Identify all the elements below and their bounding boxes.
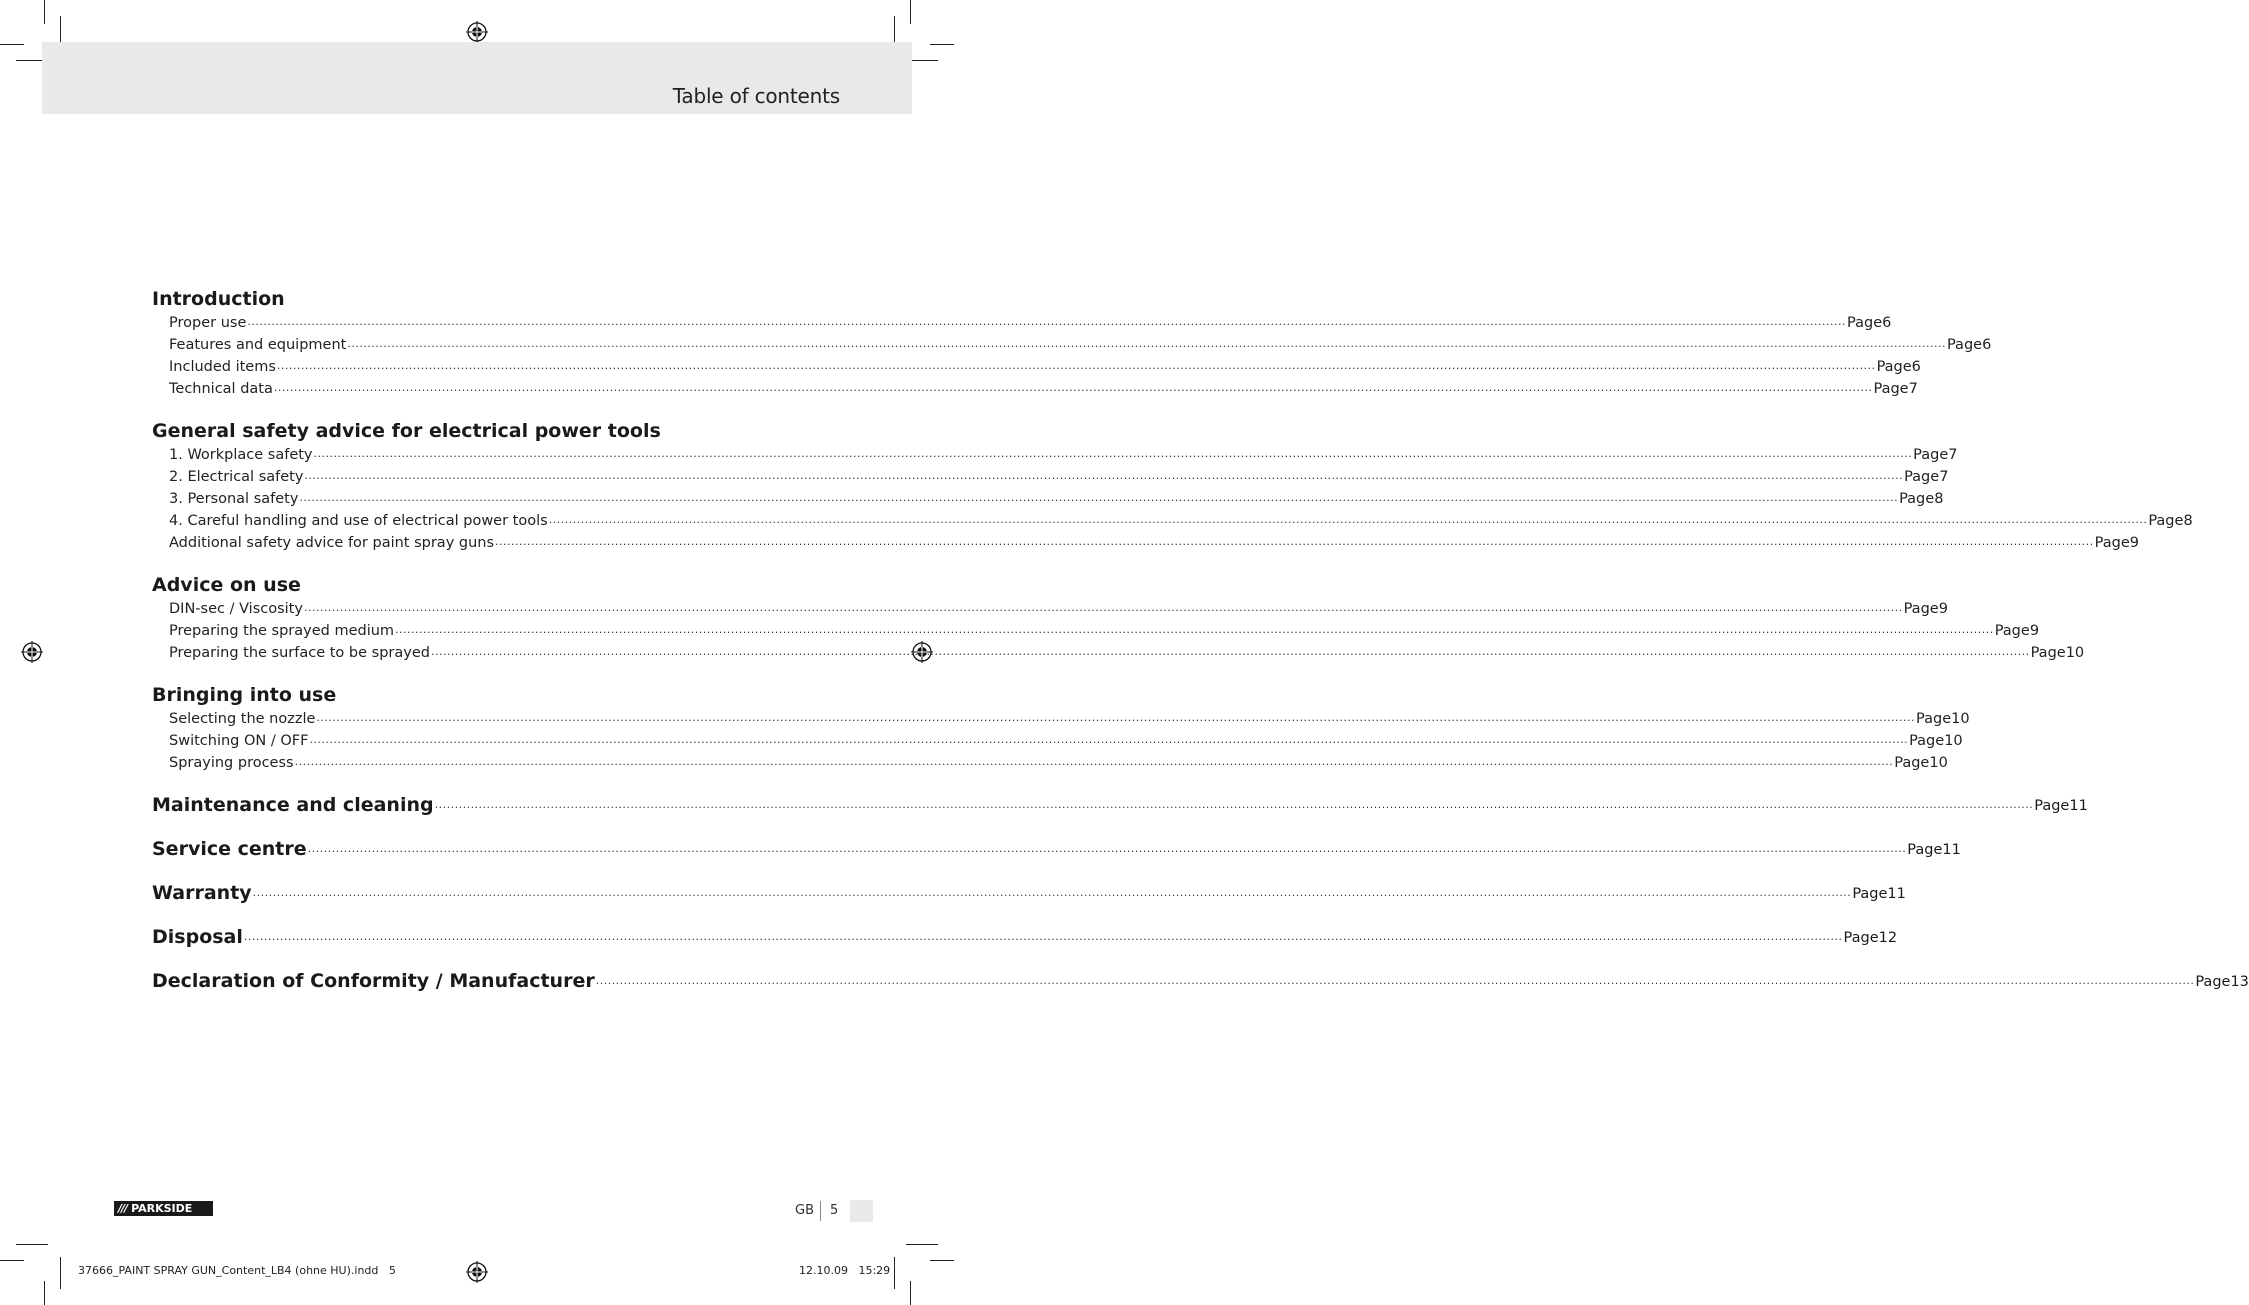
dot-leader: ................................................................................................................................................................................................................................................................................................................................................................................................................ — [303, 601, 1903, 614]
toc-section — [152, 418, 2193, 554]
table-of-contents — [152, 286, 2249, 1012]
toc-section — [152, 286, 1992, 400]
toc-page-word: Page — [1903, 601, 1939, 617]
toc-page-word: Page — [1899, 491, 1935, 507]
toc-entry-label: Proper use — [169, 315, 247, 331]
toc-entry[interactable] — [152, 708, 1970, 730]
dot-leader: ................................................................................................................................................................................................................................................................................................................................................................................................................ — [347, 337, 1946, 350]
dot-leader: ................................................................................................................................................................................................................................................................................................................................................................................................................ — [276, 359, 1876, 372]
toc-page-number: 9 — [2029, 623, 2040, 639]
crop-mark-icon — [910, 0, 911, 24]
toc-page-word: Page — [1852, 886, 1888, 902]
toc-section-title: Introduction — [152, 288, 285, 310]
toc-page-word: Page — [2195, 974, 2231, 990]
page-number: 5 — [830, 1203, 839, 1218]
toc-page-number: 9 — [2129, 535, 2140, 551]
toc-section-title: General safety advice for electrical power tools — [152, 420, 661, 442]
toc-entry[interactable] — [152, 510, 2193, 532]
dot-leader: ................................................................................................................................................................................................................................................................................................................................................................................................................ — [595, 974, 2195, 987]
toc-main-entry-label: Disposal — [152, 926, 243, 948]
crop-mark-icon — [44, 0, 45, 24]
toc-page-word: Page — [1909, 733, 1945, 749]
toc-page-word: Page — [2148, 513, 2184, 529]
toc-page-word: Page — [1904, 469, 1940, 485]
dot-leader: ................................................................................................................................................................................................................................................................................................................................................................................................................ — [313, 447, 1913, 460]
toc-section — [152, 572, 2085, 664]
registration-mark-icon — [466, 21, 488, 43]
dot-leader: ................................................................................................................................................................................................................................................................................................................................................................................................................ — [247, 315, 1847, 328]
toc-entry[interactable] — [152, 334, 1992, 356]
page-title: Table of contents — [672, 84, 840, 108]
registration-mark-icon — [21, 641, 43, 663]
dot-leader: ................................................................................................................................................................................................................................................................................................................................................................................................................ — [273, 381, 1873, 394]
dot-leader: ................................................................................................................................................................................................................................................................................................................................................................................................................ — [316, 711, 1916, 724]
toc-entry[interactable] — [152, 532, 2140, 554]
toc-page-number: 7 — [1939, 469, 1949, 485]
print-slug-datetime: 12.10.09 15:29 — [799, 1264, 891, 1277]
toc-page-word: Page — [1907, 842, 1943, 858]
toc-entry[interactable] — [152, 356, 1921, 378]
toc-page-word: Page — [1894, 755, 1930, 771]
dot-leader: ................................................................................................................................................................................................................................................................................................................................................................................................................ — [299, 491, 1899, 504]
dot-leader: ................................................................................................................................................................................................................................................................................................................................................................................................................ — [548, 513, 2148, 526]
toc-page-number: 11 — [1887, 886, 1906, 902]
toc-entry-label: 2. Electrical safety — [169, 469, 304, 485]
toc-page-number: 10 — [2065, 645, 2085, 661]
toc-main-entry-label: Maintenance and cleaning — [152, 794, 434, 816]
toc-entry-label: Features and equipment — [169, 337, 347, 353]
toc-page-word: Page — [1913, 447, 1949, 463]
crop-mark-icon — [894, 1257, 895, 1289]
page-tab-box — [850, 1200, 873, 1222]
toc-main-entry-label: Declaration of Conformity / Manufacturer — [152, 970, 595, 992]
toc-page-number: 8 — [1934, 491, 1944, 507]
toc-entry[interactable] — [152, 444, 1958, 466]
dot-leader: ................................................................................................................................................................................................................................................................................................................................................................................................................ — [294, 755, 1894, 768]
registration-mark-icon — [466, 1261, 488, 1283]
dot-leader: ................................................................................................................................................................................................................................................................................................................................................................................................................ — [304, 469, 1904, 482]
toc-main-entry-label: Warranty — [152, 882, 252, 904]
toc-page-number: 11 — [1942, 842, 1961, 858]
toc-main-entry[interactable] — [152, 924, 1898, 950]
toc-entry-label: Included items — [169, 359, 276, 375]
dot-leader: ................................................................................................................................................................................................................................................................................................................................................................................................................ — [434, 798, 2034, 811]
toc-entry-label: Spraying process — [169, 755, 294, 771]
toc-page-word: Page — [1916, 711, 1952, 727]
toc-page-word: Page — [2034, 798, 2070, 814]
toc-page-number: 10 — [1944, 733, 1963, 749]
brand-name: PARKSIDE — [131, 1202, 193, 1215]
toc-section — [152, 682, 1970, 774]
toc-page-number: 10 — [1951, 711, 1970, 727]
dot-leader: ................................................................................................................................................................................................................................................................................................................................................................................................................ — [495, 535, 2094, 548]
toc-section-title: Bringing into use — [152, 684, 337, 706]
crop-mark-icon — [60, 1257, 61, 1289]
print-slug-filename: 37666_PAINT SPRAY GUN_Content_LB4 (ohne HU).indd 5 — [78, 1264, 396, 1277]
toc-entry-label: DIN-sec / Viscosity — [169, 601, 303, 617]
toc-page-number: 6 — [1882, 315, 1892, 331]
toc-page-word: Page — [1946, 337, 1983, 353]
brand-stripes: /// — [118, 1202, 128, 1215]
toc-main-entry[interactable] — [152, 968, 2249, 994]
crop-mark-icon — [930, 44, 954, 45]
crop-mark-icon — [930, 1260, 954, 1261]
dot-leader: ................................................................................................................................................................................................................................................................................................................................................................................................................ — [243, 930, 1843, 943]
dot-leader: ................................................................................................................................................................................................................................................................................................................................................................................................................ — [307, 842, 1907, 855]
toc-page-word: Page — [1873, 381, 1909, 397]
crop-mark-icon — [44, 1281, 45, 1305]
toc-entry[interactable] — [152, 730, 1963, 752]
toc-entry[interactable] — [152, 488, 1944, 510]
toc-section-title: Advice on use — [152, 574, 301, 596]
toc-entry[interactable] — [152, 642, 2085, 664]
toc-page-word: Page — [2030, 645, 2066, 661]
toc-main-entry-label: Service centre — [152, 838, 307, 860]
dot-leader: ................................................................................................................................................................................................................................................................................................................................................................................................................ — [430, 645, 2030, 658]
toc-main-entry[interactable] — [152, 836, 1961, 862]
toc-page-word: Page — [1876, 359, 1912, 375]
toc-page-number: 7 — [1908, 381, 1918, 397]
toc-page-number: 8 — [2183, 513, 2193, 529]
toc-page-word: Page — [2094, 535, 2130, 551]
dot-leader: ................................................................................................................................................................................................................................................................................................................................................................................................................ — [309, 733, 1909, 746]
toc-main-entry[interactable] — [152, 792, 2088, 818]
toc-page-word: Page — [1843, 930, 1879, 946]
toc-entry-label: 4. Careful handling and use of electrical power tools — [169, 513, 548, 529]
brand-logo — [114, 1201, 213, 1216]
language-code: GB — [795, 1203, 814, 1218]
toc-page-number: 12 — [1878, 930, 1898, 946]
toc-page-number: 7 — [1948, 447, 1958, 463]
header-band — [42, 42, 912, 114]
toc-main-entry[interactable] — [152, 880, 1906, 906]
toc-entry[interactable] — [152, 598, 1948, 620]
toc-page-number: 6 — [1982, 337, 1992, 353]
toc-page-number: 9 — [1938, 601, 1948, 617]
toc-entry-label: Preparing the sprayed medium — [169, 623, 395, 639]
dot-leader: ................................................................................................................................................................................................................................................................................................................................................................................................................ — [395, 623, 1994, 636]
toc-entry-label: Preparing the surface to be sprayed — [169, 645, 430, 661]
toc-entry-label: Additional safety advice for paint spray guns — [169, 535, 495, 551]
toc-page-word: Page — [1847, 315, 1883, 331]
toc-page-number: 13 — [2230, 974, 2249, 990]
toc-entry-label: Switching ON / OFF — [169, 733, 309, 749]
crop-mark-icon — [0, 1260, 24, 1261]
crop-mark-icon — [910, 1281, 911, 1305]
toc-entry-label: 3. Personal safety — [169, 491, 299, 507]
toc-entry[interactable] — [152, 752, 1948, 774]
toc-entry[interactable] — [152, 312, 1892, 334]
toc-entry[interactable] — [152, 378, 1918, 400]
toc-entry[interactable] — [152, 620, 2040, 642]
toc-page-number: 11 — [2069, 798, 2088, 814]
dot-leader: ................................................................................................................................................................................................................................................................................................................................................................................................................ — [252, 886, 1852, 899]
toc-entry[interactable] — [152, 466, 1949, 488]
toc-page-number: 10 — [1929, 755, 1948, 771]
toc-page-number: 6 — [1911, 359, 1921, 375]
crop-mark-icon — [906, 1244, 938, 1245]
crop-mark-icon — [16, 1244, 48, 1245]
toc-page-word: Page — [1994, 623, 2030, 639]
toc-entry-label: Technical data — [169, 381, 273, 397]
toc-entry-label: Selecting the nozzle — [169, 711, 316, 727]
footer-divider — [820, 1201, 821, 1221]
crop-mark-icon — [0, 44, 24, 45]
toc-entry-label: 1. Workplace safety — [169, 447, 313, 463]
